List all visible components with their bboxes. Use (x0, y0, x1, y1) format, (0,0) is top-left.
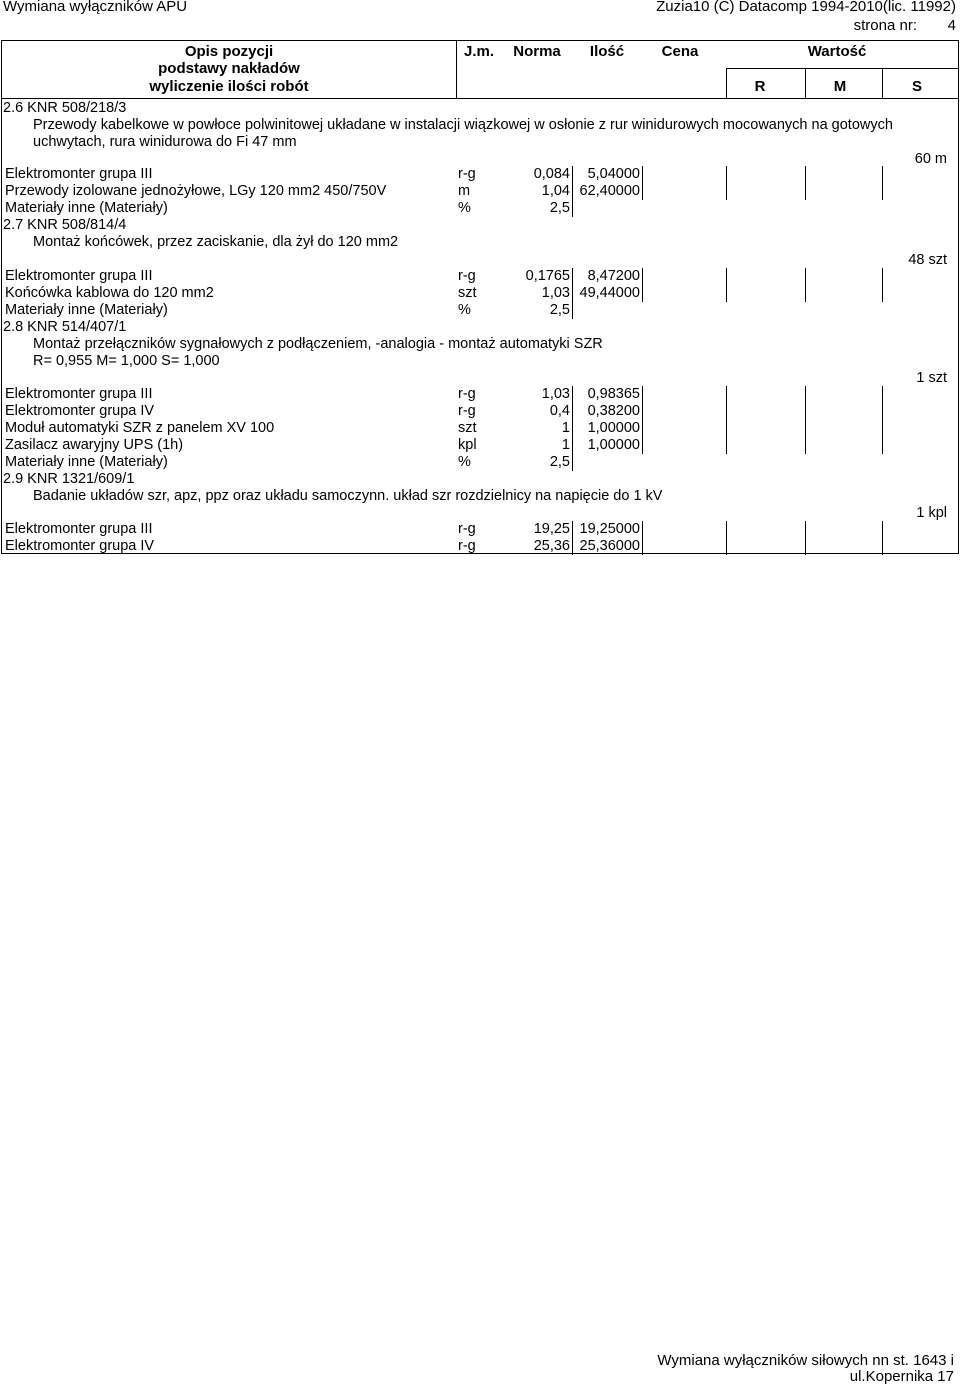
cell-divider (572, 420, 573, 437)
resource-unit: r-g (458, 166, 476, 182)
resource-unit: r-g (458, 268, 476, 284)
resource-price: 25,36000 (579, 538, 640, 554)
grid-line (726, 68, 958, 69)
grid-line (805, 68, 806, 98)
position-description: Montaż końcówek, przez zaciskanie, dla żył do 120 mm2 (33, 234, 399, 250)
cell-divider (882, 437, 883, 454)
col-header-opis-3: wyliczenie ilości robót (149, 78, 309, 95)
resource-norm: 0,4 (549, 403, 570, 419)
position-code: 2.9 KNR 1321/609/1 (3, 471, 135, 487)
position-code: 2.8 KNR 514/407/1 (3, 319, 127, 335)
cell-divider (572, 403, 573, 420)
resource-price: 49,44000 (579, 285, 640, 301)
resource-name: Końcówka kablowa do 120 mm2 (5, 285, 214, 301)
resource-unit: szt (458, 285, 477, 301)
col-header-jm: J.m. (463, 43, 494, 60)
software-license-label: Zuzia10 (C) Datacomp 1994-2010(lic. 11992) (656, 0, 956, 15)
cost-table (1, 40, 959, 554)
cell-divider (642, 437, 643, 454)
grid-line (456, 41, 457, 98)
resource-norm: 1 (561, 437, 570, 453)
resource-name: Elektromonter grupa III (5, 268, 153, 284)
cell-divider (882, 420, 883, 437)
resource-price: 0,38200 (587, 403, 640, 419)
cell-divider (805, 285, 806, 302)
table-row (2, 521, 960, 538)
cell-divider (572, 386, 573, 403)
cell-divider (572, 437, 573, 454)
cell-divider (572, 302, 573, 319)
table-row (2, 403, 960, 420)
cell-divider (726, 420, 727, 437)
resource-name: Materiały inne (Materiały) (5, 302, 168, 318)
position-code: 2.6 KNR 508/218/3 (3, 100, 127, 116)
page-number: 4 (947, 17, 956, 34)
page-number-label: strona nr: (853, 17, 917, 34)
cell-divider (642, 268, 643, 285)
resource-name: Elektromonter grupa IV (5, 403, 155, 419)
resource-norm: 1,03 (541, 386, 570, 402)
col-header-cena: Cena (661, 43, 699, 60)
table-row (2, 166, 960, 183)
resource-unit: kpl (458, 437, 477, 453)
position-coefficients: R= 0,955 M= 1,000 S= 1,000 (33, 353, 220, 369)
table-row (2, 454, 960, 471)
cell-divider (572, 538, 573, 555)
cell-divider (882, 268, 883, 285)
table-row (2, 183, 960, 200)
resource-norm: 0,084 (533, 166, 570, 182)
cell-divider (882, 403, 883, 420)
col-header-opis-1: Opis pozycji (184, 43, 274, 60)
cell-divider (572, 200, 573, 217)
cell-divider (642, 285, 643, 302)
cell-divider (882, 285, 883, 302)
cell-divider (572, 166, 573, 183)
grid-line (726, 68, 727, 98)
cell-divider (726, 538, 727, 555)
grid-line (882, 68, 883, 98)
table-row (2, 268, 960, 285)
cell-divider (726, 403, 727, 420)
resource-norm: 0,1765 (525, 268, 570, 284)
resource-unit: r-g (458, 403, 476, 419)
resource-norm: 2,5 (549, 200, 570, 216)
col-header-r: R (754, 78, 766, 95)
resource-unit: m (458, 183, 471, 199)
cell-divider (642, 521, 643, 538)
table-row (2, 420, 960, 437)
table-row (2, 386, 960, 403)
cell-divider (882, 521, 883, 538)
cell-divider (726, 437, 727, 454)
cell-divider (805, 183, 806, 200)
cell-divider (805, 386, 806, 403)
cell-divider (726, 183, 727, 200)
resource-unit: % (458, 454, 471, 470)
footer-address: ul.Kopernika 17 (849, 1368, 954, 1385)
resource-name: Elektromonter grupa III (5, 386, 153, 402)
resource-price: 8,47200 (587, 268, 640, 284)
position-quantity: 60 m (914, 151, 947, 167)
position-description: uchwytach, rura winidurowa do Fi 47 mm (33, 134, 297, 150)
position-quantity: 1 kpl (916, 505, 947, 521)
resource-norm: 1,03 (541, 285, 570, 301)
resource-name: Materiały inne (Materiały) (5, 200, 168, 216)
cell-divider (805, 268, 806, 285)
cell-divider (642, 183, 643, 200)
cell-divider (726, 521, 727, 538)
header-separator (2, 98, 958, 99)
resource-unit: r-g (458, 521, 476, 537)
col-header-ilosc: Ilość (589, 43, 625, 60)
resource-unit: r-g (458, 538, 476, 554)
cell-divider (642, 420, 643, 437)
cell-divider (805, 521, 806, 538)
cell-divider (642, 403, 643, 420)
table-row (2, 302, 960, 319)
cell-divider (805, 538, 806, 555)
resource-unit: szt (458, 420, 477, 436)
position-code: 2.7 KNR 508/814/4 (3, 217, 127, 233)
cell-divider (572, 454, 573, 471)
cell-divider (805, 166, 806, 183)
cell-divider (726, 268, 727, 285)
resource-price: 5,04000 (587, 166, 640, 182)
resource-price: 0,98365 (587, 386, 640, 402)
resource-name: Zasilacz awaryjny UPS (1h) (5, 437, 184, 453)
position-description: Badanie układów szr, apz, ppz oraz układu samoczynn. układ szr rozdzielnicy na napięcie do 1 kV (33, 488, 663, 504)
cell-divider (572, 183, 573, 200)
resource-norm: 1,04 (541, 183, 570, 199)
resource-name: Moduł automatyki SZR z panelem XV 100 (5, 420, 275, 436)
col-header-wartosc: Wartość (807, 43, 867, 60)
cell-divider (882, 386, 883, 403)
position-quantity: 48 szt (908, 252, 947, 268)
resource-norm: 1 (561, 420, 570, 436)
cell-divider (642, 166, 643, 183)
table-row (2, 285, 960, 302)
table-row (2, 437, 960, 454)
resource-name: Materiały inne (Materiały) (5, 454, 168, 470)
resource-price: 19,25000 (579, 521, 640, 537)
cell-divider (882, 166, 883, 183)
position-quantity: 1 szt (916, 370, 947, 386)
resource-unit: % (458, 200, 471, 216)
position-description: Przewody kabelkowe w powłoce polwinitowej układane w instalacji wiązkowej w osłonie z rur winidurowych mocowanych na gotowych (33, 117, 893, 133)
resource-unit: r-g (458, 386, 476, 402)
cell-divider (572, 268, 573, 285)
cell-divider (805, 437, 806, 454)
cell-divider (726, 285, 727, 302)
table-row (2, 538, 960, 555)
resource-norm: 25,36 (533, 538, 570, 554)
resource-norm: 19,25 (533, 521, 570, 537)
cell-divider (882, 538, 883, 555)
cell-divider (572, 285, 573, 302)
resource-name: Przewody izolowane jednożyłowe, LGy 120 mm2 450/750V (5, 183, 387, 199)
cell-divider (726, 166, 727, 183)
table-row (2, 200, 960, 217)
col-header-s: S (911, 78, 922, 95)
resource-norm: 2,5 (549, 454, 570, 470)
col-header-opis-2: podstawy nakładów (158, 60, 300, 77)
resource-unit: % (458, 302, 471, 318)
cell-divider (726, 386, 727, 403)
resource-name: Elektromonter grupa III (5, 521, 153, 537)
cell-divider (642, 386, 643, 403)
document-title: Wymiana wyłączników APU (3, 0, 188, 15)
resource-price: 1,00000 (587, 437, 640, 453)
resource-norm: 2,5 (549, 302, 570, 318)
resource-name: Elektromonter grupa III (5, 166, 153, 182)
col-header-norma: Norma (513, 43, 561, 60)
col-header-m: M (833, 78, 847, 95)
cell-divider (805, 420, 806, 437)
resource-name: Elektromonter grupa IV (5, 538, 155, 554)
resource-price: 62,40000 (579, 183, 640, 199)
cell-divider (572, 521, 573, 538)
cell-divider (805, 403, 806, 420)
position-description: Montaż przełączników sygnałowych z podłączeniem, -analogia - montaż automatyki SZR (33, 336, 603, 352)
cell-divider (882, 183, 883, 200)
cell-divider (642, 538, 643, 555)
footer-project-name: Wymiana wyłączników siłowych nn st. 1643 i (657, 1352, 954, 1369)
resource-price: 1,00000 (587, 420, 640, 436)
